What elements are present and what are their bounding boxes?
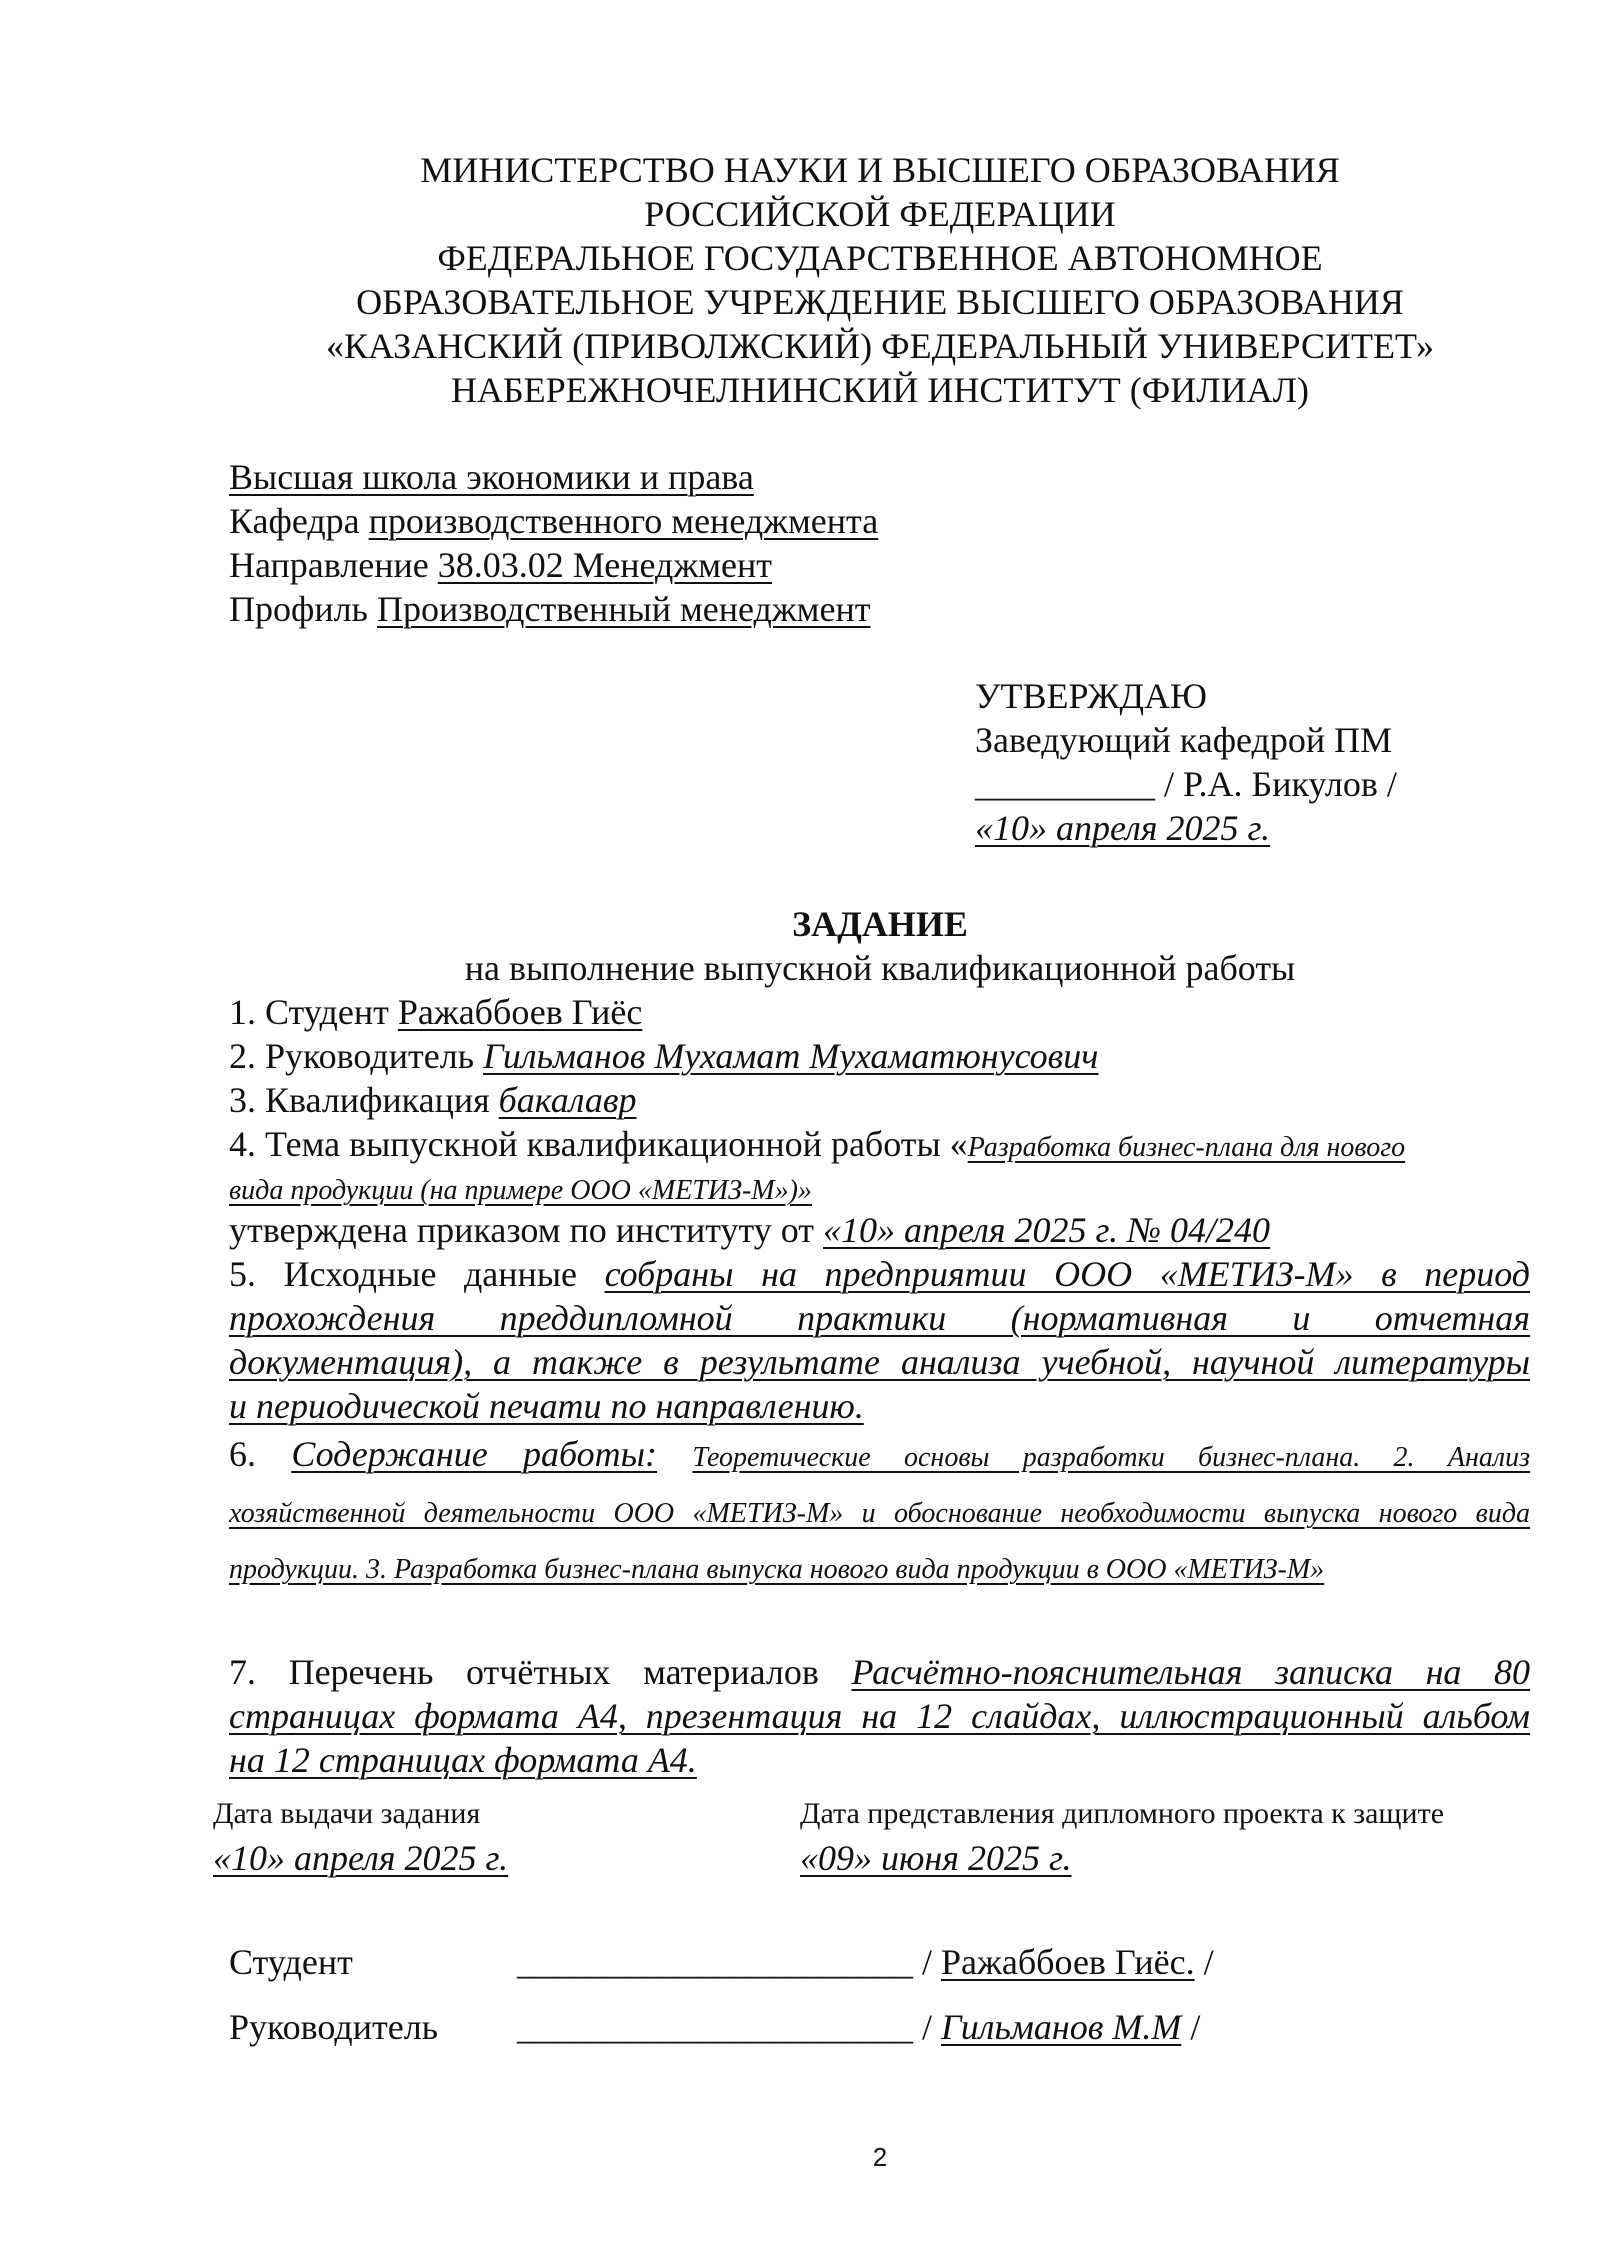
issue-date-label: Дата выдачи задания	[213, 1797, 481, 1830]
supervisor-signature-label: Руководитель	[229, 2007, 439, 2047]
supervisor-label: 2. Руководитель	[229, 1036, 475, 1076]
signature-closing: /	[1203, 1942, 1214, 1982]
materials-label: 7. Перечень отчётных материалов	[229, 1652, 819, 1692]
materials-value-continued: страницах формата А4, презентация на 12 слайдах, иллюстрационный альбом	[229, 1696, 1530, 1736]
ministry-header	[200, 148, 1560, 412]
submit-date-block	[800, 1792, 1444, 1883]
student-value: Ражаббоев Гиёс	[397, 992, 643, 1032]
submit-date-label: Дата представления дипломного проекта к защите	[800, 1797, 1445, 1830]
task-title: ЗАДАНИЕ	[792, 904, 968, 944]
order-label: утверждена приказом по институту от	[229, 1210, 815, 1250]
source-value: собраны на предприятии ООО «МЕТИЗ-М» в период	[604, 1254, 1530, 1294]
student-label: 1. Студент	[229, 992, 389, 1032]
approval-title: УТВЕРЖДАЮ	[975, 676, 1208, 716]
topic-label: 4. Тема выпускной квалификационной работы «	[229, 1124, 968, 1164]
content-label: 6.	[229, 1434, 256, 1474]
header-line: ОБРАЗОВАТЕЛЬНОЕ УЧРЕЖДЕНИЕ ВЫСШЕГО ОБРАЗОВАНИЯ	[356, 282, 1404, 322]
content-value-continued: хозяйственной деятельности ООО «МЕТИЗ-М» и обоснование необходимости выпуска нового вида	[229, 1498, 1530, 1529]
student-signature-line: ______________________ /	[517, 1942, 933, 1982]
signature-closing: /	[1190, 2007, 1201, 2047]
student-signature-name: Ражаббоев Гиёс.	[941, 1942, 1195, 1982]
topic-value: Разработка бизнес-плана для нового	[967, 1132, 1406, 1163]
header-line: «КАЗАНСКИЙ (ПРИВОЛЖСКИЙ) ФЕДЕРАЛЬНЫЙ УНИВЕРСИТЕТ»	[325, 326, 1435, 366]
source-value-continued: и периодической печати по направлению.	[229, 1386, 864, 1426]
order-value: «10» апреля 2025 г. № 04/240	[823, 1210, 1271, 1250]
qualification-label: 3. Квалификация	[229, 1080, 490, 1120]
issue-date-value: «10» апреля 2025 г.	[213, 1838, 509, 1878]
task-items	[229, 990, 1530, 1782]
qualification-value: бакалавр	[498, 1080, 637, 1120]
topic-value-continued: вида продукции (на примере ООО «МЕТИЗ-М»)»	[229, 1175, 812, 1206]
content-value-continued: продукции. 3. Разработка бизнес-плана выпуска нового вида продукции в ООО «МЕТИЗ-М»	[229, 1554, 1325, 1585]
profile-label: Профиль	[229, 589, 368, 629]
supervisor-signature-line: ______________________ /	[517, 2007, 933, 2047]
materials-value-continued: на 12 страницах формата А4.	[229, 1740, 697, 1780]
content-value: Теоретические основы разработки бизнес-плана. 2. Анализ	[692, 1442, 1531, 1473]
submit-date-value: «09» июня 2025 г.	[800, 1838, 1072, 1878]
page-number: 2	[872, 2142, 888, 2172]
approval-position: Заведующий кафедрой ПМ	[975, 720, 1393, 760]
approval-date: «10» апреля 2025 г.	[975, 808, 1271, 848]
direction-value: 38.03.02 Менеджмент	[437, 545, 772, 585]
approval-signature: __________ / Р.А. Бикулов /	[975, 764, 1397, 804]
materials-value: Расчётно-пояснительная записка на 80	[851, 1652, 1531, 1692]
source-label: 5. Исходные данные	[229, 1254, 577, 1294]
chair-value: производственного менеджмента	[368, 501, 879, 541]
chair-label: Кафедра	[229, 501, 360, 541]
task-title-block	[0, 902, 1600, 990]
school-name: Высшая школа экономики и права	[229, 457, 754, 497]
supervisor-value: Гильманов Мухамат Мухаматюнусович	[483, 1036, 1099, 1076]
header-line: ФЕДЕРАЛЬНОЕ ГОСУДАРСТВЕННОЕ АВТОНОМНОЕ	[437, 238, 1323, 278]
issue-date-block	[213, 1792, 508, 1883]
task-subtitle: на выполнение выпускной квалификационной работы	[464, 948, 1296, 988]
header-line: РОССИЙСКОЙ ФЕДЕРАЦИИ	[644, 194, 1116, 234]
supervisor-signature-name: Гильманов М.М	[941, 2007, 1182, 2047]
student-signature-label: Студент	[229, 1942, 353, 1982]
source-value-continued: прохождения преддипломной практики (нормативная и отчетная	[229, 1298, 1530, 1338]
header-line: МИНИСТЕРСТВО НАУКИ И ВЫСШЕГО ОБРАЗОВАНИЯ	[420, 150, 1340, 190]
approval-block	[975, 674, 1397, 850]
content-title: Содержание работы:	[291, 1434, 658, 1474]
source-value-continued: документация), а также в результате анализа учебной, научной литературы	[229, 1342, 1530, 1382]
header-line: НАБЕРЕЖНОЧЕЛНИНСКИЙ ИНСТИТУТ (ФИЛИАЛ)	[450, 370, 1310, 410]
department-block	[229, 455, 878, 631]
direction-label: Направление	[229, 545, 429, 585]
profile-value: Производственный менеджмент	[376, 589, 871, 629]
